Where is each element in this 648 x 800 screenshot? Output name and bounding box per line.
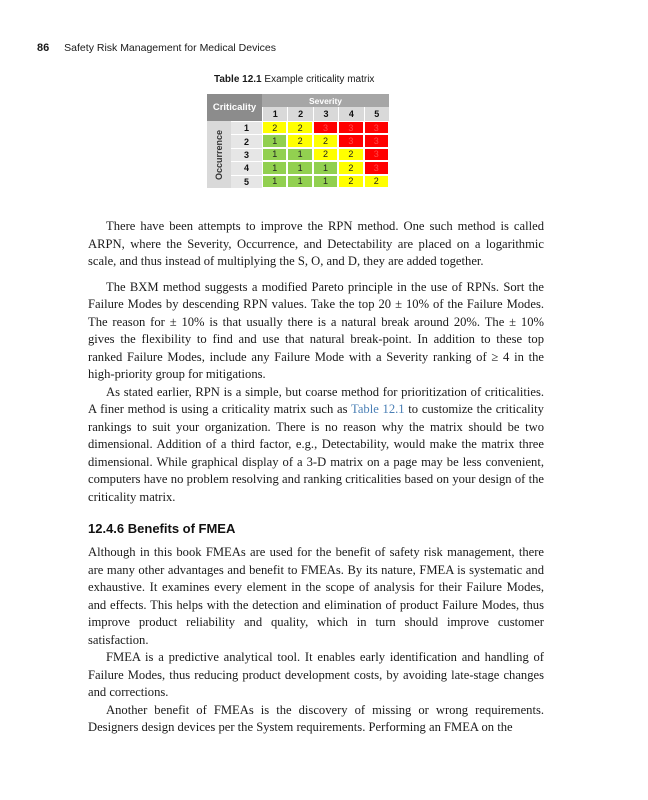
matrix-cell: 3 xyxy=(338,121,363,134)
matrix-cell: 3 xyxy=(364,134,389,147)
matrix-cell: 2 xyxy=(338,161,363,174)
table-reference-link[interactable]: Table 12.1 xyxy=(351,402,405,416)
severity-level-4: 4 xyxy=(338,107,363,121)
matrix-cell: 1 xyxy=(287,148,312,161)
matrix-cell: 1 xyxy=(287,175,312,188)
matrix-cell: 2 xyxy=(313,134,338,147)
matrix-cell: 1 xyxy=(262,148,287,161)
matrix-cell: 2 xyxy=(287,134,312,147)
criticality-header: Criticality xyxy=(207,94,262,121)
occurrence-level-2: 2 xyxy=(231,134,262,147)
paragraph-text: As stated earlier, RPN is a simple, but coarse method for prioritization of criticalities. A finer method is using a criticality matrix such as xyxy=(88,384,544,416)
paragraph-benefits: Although in this book FMEAs are used for the benefit of safety risk management, there are many other advantages and benefit to FMEAs. By its nature, FMEA is systematic and exhaustive. It examines every element in the scope of analysis for their Failure Modes, and effects. This helps with the detection and elimination of product Failure Modes, thus improve product reliability and quality, which in turn should improve customer satisfaction. xyxy=(88,545,544,647)
severity-level-1: 1 xyxy=(262,107,287,121)
matrix-cell: 1 xyxy=(262,134,287,147)
criticality-matrix xyxy=(207,94,389,190)
matrix-cell: 2 xyxy=(364,175,389,188)
table-caption-title: Example criticality matrix xyxy=(264,74,375,85)
table-caption-label: Table 12.1 xyxy=(214,74,262,85)
severity-level-2: 2 xyxy=(287,107,312,121)
body-section-2 xyxy=(88,544,544,737)
paragraph-arpn: There have been attempts to improve the RPN method. One such method is called ARPN, where the Severity, Occurrence, and Detectability are placed on a logarithmic scale, and thus instead of multiplying the S, O, and D, they are added together. xyxy=(88,219,544,268)
matrix-cell: 2 xyxy=(338,148,363,161)
matrix-cell: 1 xyxy=(262,161,287,174)
matrix-cell: 1 xyxy=(287,161,312,174)
matrix-cell: 3 xyxy=(364,161,389,174)
table-caption xyxy=(214,74,374,85)
paragraph-bxm: The BXM method suggests a modified Pareto principle in the use of RPNs. Sort the Failure Modes by descending RPN values. Take the top 20 ± 10% of the Failure Modes. The reason for ± 10% is that usually there is a natural break around 20%. The ± 10% gives the flexibility to find and use that natural break-point. In addition to these top ranked Failure Modes, include any Failure Mode with a Severity ranking of ≥ 4 in the high-priority group for mitigations. xyxy=(88,279,544,381)
matrix-cell: 3 xyxy=(338,134,363,147)
matrix-cell: 2 xyxy=(313,148,338,161)
matrix-cell: 2 xyxy=(287,121,312,134)
matrix-cell: 3 xyxy=(364,148,389,161)
occurrence-level-5: 5 xyxy=(231,175,262,188)
running-header xyxy=(37,42,276,54)
matrix-cell: 2 xyxy=(338,175,363,188)
paragraph-text: to customize the criticality rankings to suit your organization. There is no reason why the matrix should be two dimensional. Addition of a third factor, e.g., Detectability, would make the matrix three dimensional. While graphical display of a 3-D matrix on a page may be less convenient, computers have no problem resolving and ranking criticalities based on your design of the criticality matrix. xyxy=(88,402,544,504)
severity-level-5: 5 xyxy=(364,107,389,121)
matrix-cell: 3 xyxy=(313,121,338,134)
body-section-1 xyxy=(88,218,544,506)
matrix-cell: 1 xyxy=(313,161,338,174)
severity-level-3: 3 xyxy=(313,107,338,121)
page-number: 86 xyxy=(37,42,50,54)
running-title: Safety Risk Management for Medical Devices xyxy=(64,42,277,54)
occurrence-level-4: 4 xyxy=(231,161,262,174)
matrix-cell: 2 xyxy=(262,121,287,134)
section-heading: 12.4.6 Benefits of FMEA xyxy=(88,521,236,536)
matrix-cell: 1 xyxy=(313,175,338,188)
occurrence-header xyxy=(207,121,231,188)
matrix-cell: 1 xyxy=(262,175,287,188)
occurrence-level-1: 1 xyxy=(231,121,262,134)
severity-header: Severity xyxy=(262,94,389,107)
occurrence-level-3: 3 xyxy=(231,148,262,161)
occurrence-label: Occurrence xyxy=(214,129,224,180)
paragraph-predictive: FMEA is a predictive analytical tool. It enables early identification and handling of Failure Modes, thus reducing product development costs, by avoiding late-stage changes and corrections. xyxy=(88,650,544,699)
paragraph-criticality-matrix xyxy=(88,384,544,507)
matrix-cell: 3 xyxy=(364,121,389,134)
paragraph-requirements: Another benefit of FMEAs is the discovery of missing or wrong requirements. Designers design devices per the System requirements. Performing an FMEA on the xyxy=(88,702,544,734)
